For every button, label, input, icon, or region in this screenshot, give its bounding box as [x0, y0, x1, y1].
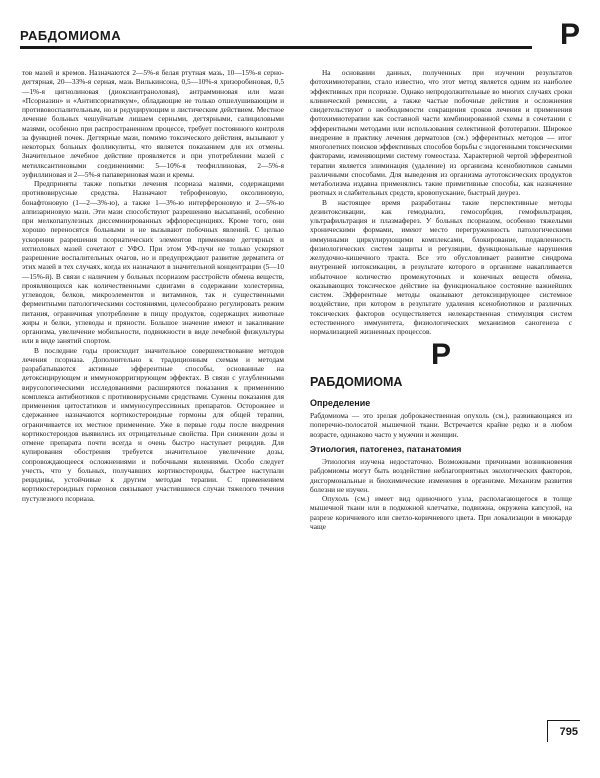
- left-paragraph-1: тов мазей и кремов. Назначаются 2—5%-я белая ртутная мазь, 10—15%-я серно-дегтярная, 20—33%-я серная, мазь Вилькинсона, 0,5—10%-я хризоробиновая, 0,5—1%-я цигнолиновая (диоксиантраноловая), антрамминовая или мази «Псориазин» и «Антипсориатикум», обладающие не только отшелушивающим и противовоспалительным, но и редуцирующим и листическим действием. Местное лечение больных чешуйчатым лишаем серными, дегтярными, салициловыми мазями, особенно при распространенном процессе, требует постоянного контроля за функцией почек. Дегтярные мази, помимо токсического действия, вызывают у некоторых больных фолликулиты, что является показанием для их отмены. Значительное лечебное действие проявляется и при употреблении мазей с метилксантиновыми соединениями: 5—10%-я теофиллиновая, 2—5%-я эуфиллиновая и 2—5%-я папавериновая мази и кремы.: [22, 68, 284, 179]
- section-letter: Р: [430, 338, 451, 372]
- running-header: [20, 18, 580, 52]
- article-title: РАБДОМИОМА: [310, 374, 403, 389]
- running-header-title: РАБДОМИОМА: [20, 28, 122, 43]
- right-column: [310, 68, 572, 531]
- page-number-rule: [548, 720, 580, 721]
- etiology-heading: Этиология, патогенез, патанатомия: [310, 443, 462, 454]
- definition-heading: Определение: [310, 397, 371, 408]
- header-section-letter: Р: [559, 18, 580, 51]
- etiology-text-1: Этиология изучена недостаточно. Возможными причинами возникновения рабдомиомы могут быть воздействие неблагоприятных экологических факторов, дисгормональные и биохимические изменения в организме. Механизм развития болезни не изучен.: [310, 457, 572, 494]
- header-rule: [20, 46, 532, 49]
- left-paragraph-2: Предприняты также попытки лечения псориаза мазями, содержащими противовирусные средства. Назначают теброфеновую, оксолиновую, бонафтоновую (1—2—3%-ю), а также 1—3%-ю интерфероновую и 2—5%-ю алпизариновую мази. Эти мази способствуют разрешению высыпаний, особенно при мелкопапулезных диссеминированных эффлоресценциях. Кроме того, они хорошо переносятся больными и не вызывают побочных явлений. С целью ускорения разрешения псориатических элементов применение дегтярных и ихтиоловых мазей сочетают с УФО. При этом УФ-лучи не только ускоряют разрешение воспалительных очагов, но и предупреждают развитие дерматита от этих мазей в тех случаях, когда их назначают в значительной концентрации (5—10—15%-й). В связи с наличием у больных псориазом расстройств обмена веществ, проявляющихся как количественными сдвигами в содержании холестерина, углеводов, белков, микроэлементов и витаминов, так и существенными ферментными патологическими состояниями, целесообразно регулировать режим питания, ограничивая употребление в пищу продуктов, содержащих животные жиры и белки, углеводы и пряности. Большое значение имеют и закаливание организма, увеличение мобильности, подвижности в виде лечебной физкультуры или в виде занятий спортом.: [22, 179, 284, 346]
- etiology-text-2: Опухоль (см.) имеет вид одиночного узла, располагающегося в толще мышечной ткани или в подкожной клетчатке, подвижна, окружена капсулой, на разрезе коричневого или светло-коричневого цвета. При локализации в миокарде чаще: [310, 494, 572, 531]
- left-paragraph-3: В последние годы происходит значительное совершенствование методов лечения псориаза. Дополнительно к традиционным схемам и методам разрабатываются активные эфферентные способы, основанные на детоксицирующем и иммунокорригирующем эффектах. В связи с углубленными вирусологическими исследованиями расширяются показания к применению комплекса антибиотиков с противовирусными средствами. Сужены показания для применения цитостатиков и иммуносупрессивных препаратов. Осторожнее и сдержаннее назначаются кортикостероидные гормоны для общей терапии, ограничивается их местное применение. Уже в первые годы после внедрения кортикостероидов выявились их отрицательные свойства. При снижении дозы и отмене препарата почти всегда и очень быстро наступает рецидив. Для купирования обострения требуется значительное увеличение дозы, сопровождающееся осложнениями и побочными явлениями. Особо следует учесть, что у больных, получавших кортикостероиды, быстрее наступали рецидивы, устойчивые к другим методам терапии. С применением кортикостероидных гормонов связывают участившиеся случаи тяжелого течения пустулезного псориаза.: [22, 345, 284, 503]
- left-column: [22, 68, 284, 503]
- right-paragraph-1: На основании данных, полученных при изучении результатов фотохимиотерапии, стало известно, что этот метод является одним из наиболее эффективных при псориазе. Однако непродолжительные во многих случаях сроки клинической ремиссии, а также частые побочные действия и осложнения свидетельствуют о необходимости сокращения сроков лечения и применения фотохимиотерапии как составной части комбинированной схемы в сочетании с эфферентными методами или использования селективной фототерапии. Широкое внедрение в практику лечения дерматозов (см.) эфферентных методов — итог многолетних поисков эффективных способов борьбы с эндогенными токсическими факторами, изменяющими систему гомеостаза. Характерной чертой эфферентной терапии является элиминация (удаление) из организма ксенобиотиков самыми различными способами. Для выведения из организма аутотоксических продуктов метаболизма издавна применялись такие примитивные способы, как назначение рвотных и слабительных средств, кровопускание, быстрый диурез.: [310, 68, 572, 198]
- page-number: 795: [559, 726, 578, 738]
- page-number-vertical-rule: [547, 720, 548, 742]
- definition-text: Рабдомиома — это зрелая доброкачественная опухоль (см.), развивающаяся из поперечно-полосатой мышечной ткани. Встречается крайне редко и в любом возрасте, одинаково часто у мужчин и женщин.: [310, 411, 572, 439]
- right-paragraph-2: В настоящее время разработаны такие перспективные методы дезинтоксикации, как гемодиализ, гемосорбция, гемофильтрация, ультрафильтрация и плазмаферез. У больных псориазом, особенно тяжелыми хроническими формами, имеют место перегруженность патологическими иммунными циркулирующими комплексами, блокирование, подавленность физиологических систем защиты и регуляции, функциональные нарушения желудочно-кишечного тракта. Все это обусловливает развитие синдрома внутренней интоксикации, в результате которого в организме накапливается избыточное количество промежуточных и конечных веществ обмена, оказывающих токсическое действие на функциональное состояние важнейших систем. Эфферентные методы оказывают детоксицирующее системное воздействие, при котором в результате удаления ксенобиотиков и различных токсических факторов осуществляется нелекарственная стимуляция систем естественного иммунитета, физиологических механизмов саногенеза с нормализацией жизненных процессов.: [310, 197, 572, 336]
